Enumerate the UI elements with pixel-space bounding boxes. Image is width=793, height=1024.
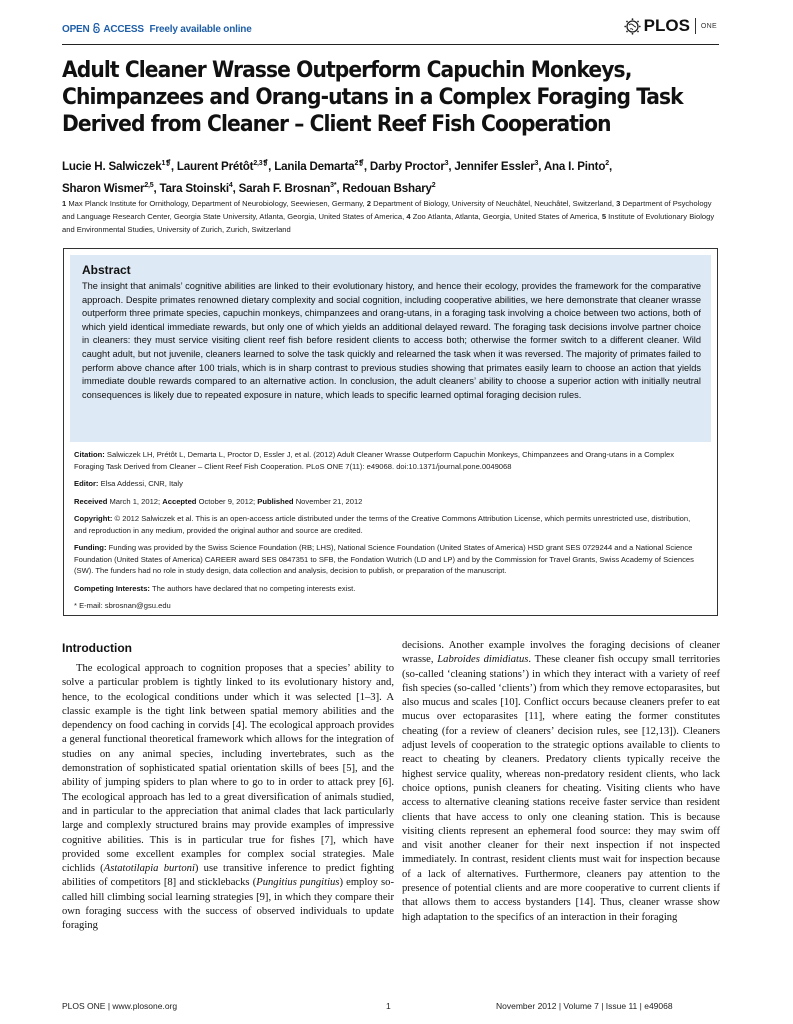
- author-affiliation-marker: 1❡: [161, 160, 171, 167]
- author-name: Darby Proctor: [369, 159, 445, 173]
- body-column-left: [62, 662, 394, 934]
- body-text: decisions. Another example involves the foraging decisions of cleaner wrasse,: [402, 640, 720, 666]
- author-affiliation-marker: 3: [534, 160, 539, 167]
- corresponding-email[interactable]: * E-mail: sbrosnan@gsu.edu: [74, 601, 171, 610]
- abstract-text: The insight that animals’ cognitive abilities are linked to their evolutionary history, and hence their ecology, provides the framework for the comparative approach. Despite primates renowned dietary complexity and social cognition, including cooperative abilities, we here demonstrate that cleaner wrasse outperform three primate species, capuchin monkeys, chimpanzees and orang-utans, in a foraging task involving a choice between two actions, both of which yield identical immediate rewards, but only one of which yields an additional delayed reward. The foraging task decisions involve partner choice in cleaners: they must service visiting client reef fish before resident clients to access both; otherwise the former switch to a different cleaner. Wild caught adult, but not juvenile, cleaners learned to solve the task quickly and relearned the task when it was reversed. The majority of primates failed to perform above chance after 100 trials, which is in sharp contrast to previous studies showing that primates easily learn to choose an action that yields immediate double rewards compared to an alternative action. In conclusion, the adult cleaners’ ability to choose a superior action with initially neutral consequences is likely due to repeated exposure in nature, which leads to specific learned optimal foraging decision rules.: [82, 281, 701, 400]
- freely-available-label: Freely available online: [149, 24, 252, 35]
- affiliation-number: 1: [62, 199, 67, 208]
- author-affiliation-marker: 2,5: [144, 181, 154, 189]
- accepted-date: October 9, 2012;: [198, 496, 256, 506]
- introduction-heading: Introduction: [62, 641, 132, 655]
- author-name: Lucie H. Salwiczek: [62, 159, 162, 173]
- page-number: 1: [386, 1001, 391, 1011]
- author-name: Ana I. Pinto: [543, 159, 606, 173]
- species-name: Astatotilapia burtoni: [103, 863, 195, 875]
- published-date: November 21, 2012: [295, 496, 363, 506]
- article-title: Adult Cleaner Wrasse Outperform Capuchin Monkeys, Chimpanzees and Orang-utans in a Complex Foraging Task Derived from Cleaner – Client Reef Fish Cooperation: [62, 57, 683, 137]
- affiliation-text: Department of Psychology and Language Research Center, Georgia State University, Atlanta, Georgia, United States of America,: [62, 199, 712, 221]
- body-column-right: [402, 639, 720, 925]
- footer-issue: November 2012 | Volume 7 | Issue 11 | e49068: [496, 1001, 673, 1011]
- open-access-label-access: ACCESS: [103, 24, 144, 35]
- editor-text: Elsa Addessi, CNR, Italy: [100, 479, 183, 488]
- author-affiliation-marker: 2,3❡: [253, 160, 269, 167]
- author-affiliation-marker: 2❡: [354, 160, 364, 167]
- accepted-label: Accepted: [162, 496, 197, 506]
- citation-label: Citation:: [74, 450, 105, 459]
- affiliations: [62, 197, 722, 236]
- author-affiliation-marker: 4: [228, 181, 233, 189]
- received-date: March 1, 2012;: [109, 496, 161, 506]
- published-label: Published: [257, 496, 294, 506]
- one-wordmark: ONE: [700, 22, 717, 30]
- author-affiliation-marker: 2: [431, 181, 436, 189]
- author-affiliation-marker: 3*: [330, 181, 337, 189]
- plos-wordmark: PLOS: [643, 16, 690, 35]
- body-text: . These cleaner fish occupy small territories (so-called ‘cleaning stations’) in which they interact with a variety of reef fish species (so-called ‘clients’) from which they remove ectoparasites, but also mucus and scales [10]. Conflict occurs because cleaners prefer to eat mucus over ectoparasites [11], where eating the former constitutes cheating (for a review of cleaners’ decision rules, see [12,13]). Cleaners adjust levels of cooperation to the strategic options available to clients to react to cheating by cleaners. Predatory clients typically receive the highest service quality, whereas non-predatory resident clients, who lack choice options, punish cleaners for cheating. Visiting clients who have access to alternative cleaning stations receive faster service than resident clients that have access to only one cleaning station. This is because visiting clients represent an ephemeral food source: they may swim off and visit another cleaner for their next inspection if not inspected immediately. In contrast, resident clients must wait for inspection because of a lack of alternatives. Furthermore, cleaners pay attention to the presence of potential clients and are more cooperative to current clients if that allows them to access bystanders [14]. Thus, cleaner wrasse show high adaptation to the specifics of an interaction in their foraging: [402, 654, 720, 923]
- open-access-label-open: OPEN: [62, 24, 90, 35]
- author-name: Laurent Prétôt: [176, 159, 254, 173]
- abstract-heading: Abstract: [82, 263, 131, 277]
- logo-divider: [695, 18, 696, 34]
- affiliation-number: 3: [616, 199, 621, 208]
- editor-label: Editor:: [74, 479, 99, 488]
- competing-label: Competing Interests:: [74, 583, 150, 593]
- body-text: ) employ so-called hill climbing social learning strategies [9], in which they compare their own foraging success with the success of observed individuals to update foraging: [62, 877, 394, 932]
- species-name: Pungitius pungitius: [256, 877, 340, 889]
- competing-text: The authors have declared that no competing interests exist.: [151, 583, 356, 593]
- affiliation-number: 5: [601, 212, 607, 221]
- received-label: Received: [74, 496, 108, 506]
- species-name: Labroides dimidiatus: [437, 654, 529, 666]
- abstract-box: [63, 248, 718, 616]
- affiliation-text: Department of Biology, University of Neuchâtel, Neuchâtel, Switzerland,: [373, 199, 615, 208]
- dates: [74, 496, 704, 508]
- copyright: [74, 513, 704, 536]
- author-name: Redouan Bshary: [342, 181, 432, 195]
- article-metadata: [74, 449, 704, 612]
- author-name: Sarah F. Brosnan: [238, 181, 331, 195]
- open-access-badge: [62, 23, 252, 35]
- funding: [74, 542, 704, 577]
- abstract-section: [70, 255, 711, 442]
- affiliation-text: Institute of Evolutionary Biology and Environmental Studies, University of Zurich, Zurich, Switzerland: [62, 212, 715, 234]
- footer-journal: PLOS ONE | www.plosone.org: [62, 1001, 178, 1011]
- author-affiliation-marker: 2: [605, 160, 609, 167]
- intro-paragraph-continued: [402, 639, 720, 925]
- funding-label: Funding:: [74, 543, 107, 552]
- author-list: Lucie H. Salwiczek$^{1❡}$, Laurent Prétôt$^{2,3❡}$, Lanila Demarta$^{2❡}$, Darby Proctor$^3$, Jennifer Essler$^3$, Ana I. Pinto$^2$, Sharon Wismer$^{2,5}$, Tara Stoinski$^4$, Sarah F. Brosnan$^{3*}$, Redouan Bshary$^2$: [62, 159, 612, 195]
- author-name: Lanila Demarta: [274, 159, 355, 173]
- funding-text: Funding was provided by the Swiss Science Foundation (RB; LHS), National Science Foundation (United States of America) HSD grant SES 0729244 and a National Science Foundation (United States of America) CAREER award SES 0847351 to SFB, the Fondation Wutrich (LD and LP) and by the Commission for Travel Grants, Swiss Academy of Sciences (SW). The funders had no role in study design, data collection and analysis, decision to publish, or preparation of the manuscript.: [74, 543, 694, 575]
- plos-globe-icon: [624, 18, 641, 35]
- editor: [74, 478, 704, 490]
- citation: [74, 449, 704, 472]
- journal-header: [62, 16, 719, 45]
- body-text: The ecological approach to cognition proposes that a species’ ability to solve a particular problem is tightly linked to its evolutionary history and, hence, to the ecological conditions under which it was selected [1–3]. A classic example is the tight link between spatial memory abilities and the dependency on food caching in corvids [4]. The ecological approach provides a general functional theoretical framework which allows for the integration of studies on any animal species, including invertebrates, such as the demonstration of sophisticated spatial orientation skills of bees [5], and the ability of jumping spiders to plan where to go to in order to attack prey [6]. The ecological approach has led to a great diversification of animals studied, and in particular to the appreciation that animal clades that lack particularly large and complexly structured brains may provide examples of impressive cognitive abilities. This is in particular true for fishes [7], which have provided some excellent examples for complex social strategies. Male cichlids (: [62, 663, 394, 875]
- copyright-label: Copyright:: [74, 514, 113, 523]
- author-name: Tara Stoinski: [159, 181, 229, 195]
- intro-paragraph-1: [62, 662, 394, 934]
- affiliation-number: 4: [406, 212, 411, 221]
- affiliation-number: 2: [366, 199, 372, 208]
- citation-text: Salwiczek LH, Prétôt L, Demarta L, Proctor D, Essler J, et al. (2012) Adult Cleaner Wrasse Outperform Capuchin Monkeys, Chimpanzees and Orang-utans in a Complex Foraging Task Derived from Cleaner – Client Reef Fish Cooperation. PLoS ONE 7(11): e49068. doi:10.1371/journal.pone.0049068: [74, 450, 675, 471]
- author-name: Jennifer Essler: [454, 159, 535, 173]
- competing-interests: [74, 583, 704, 595]
- author-affiliation-marker: 3: [444, 160, 449, 167]
- copyright-text: © 2012 Salwiczek et al. This is an open-access article distributed under the terms of the Creative Commons Attribution License, which permits unrestricted use, distribution, and reproduction in any medium, provided the original author and source are credited.: [74, 514, 691, 535]
- plos-one-logo: [624, 16, 717, 36]
- open-lock-icon: [92, 23, 101, 33]
- affiliation-text: Zoo Atlanta, Atlanta, Georgia, United States of America,: [412, 212, 600, 221]
- body-text: ) use transitive inference to predict fighting abilities of competitors [8] and sticklebacks (: [62, 863, 394, 889]
- author-name: Sharon Wismer: [62, 181, 145, 195]
- affiliation-text: Max Planck Institute for Ornithology, Department of Neurobiology, Seewiesen, Germany,: [68, 199, 365, 208]
